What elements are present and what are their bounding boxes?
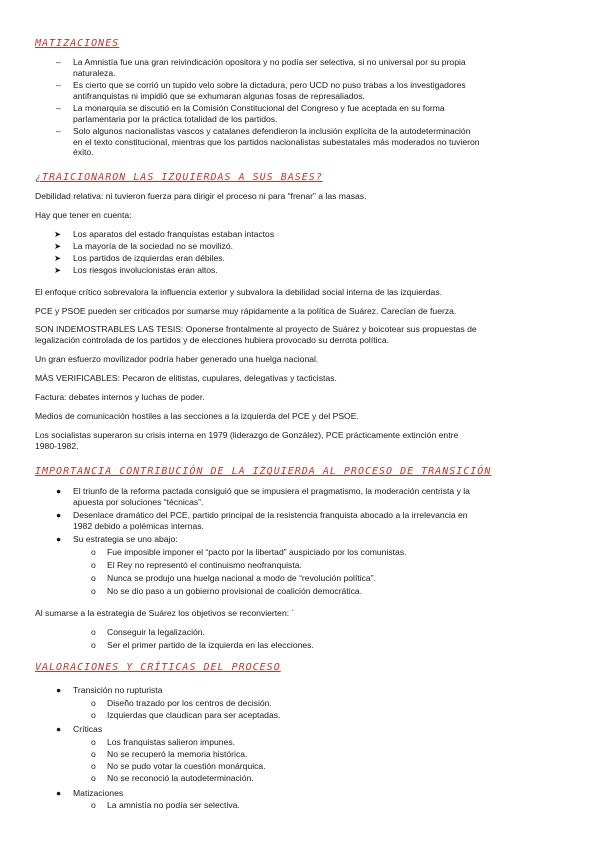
paragraph: PCE y PSOE pueden ser criticados por sumarse muy rápidamente a la política de Suárez. Carecían de fuerza.	[35, 306, 457, 316]
list-item: Su estrategia se uno abajo:	[73, 534, 178, 544]
paragraph: SON INDEMOSTRABLES LAS TESIS: Oponerse frontalmente al proyecto de Suárez y boicotear sus propuestas de legalización controlada de los partidos y de elecciones hubiera provocado su derrota política.	[35, 324, 477, 345]
list-item: Transición no rupturista	[73, 685, 163, 695]
sub-list-item: No se pudo votar la cuestión monárquica.	[107, 761, 266, 771]
paragraph: Factura: debates internos y luchas de poder.	[35, 392, 205, 402]
arrow-bullet-icon: ➤	[54, 229, 62, 239]
list-item: Es cierto que se corrió un tupido velo sobre la dictadura, pero UCD no puso trabas a los investigadores antifranquistas ni impidió que se exhumaran algunas fosas de represaliados.	[73, 80, 466, 101]
heading-valoraciones: VALORACIONES Y CRÍTICAS DEL PROCESO	[35, 662, 281, 673]
circle-bullet-icon: o	[91, 773, 96, 783]
list-item: Críticas	[73, 724, 103, 734]
circle-bullet-icon: o	[91, 698, 96, 708]
dot-bullet-icon: ●	[56, 724, 62, 734]
circle-bullet-icon: o	[91, 800, 96, 810]
sub-list-item: Fue imposible imponer el “pacto por la libertad” auspiciado por los comunistas.	[107, 547, 407, 557]
circle-bullet-icon: o	[91, 586, 96, 596]
sub-list-item: Diseño trazado por los centros de decisión.	[107, 698, 272, 708]
circle-bullet-icon: o	[91, 749, 96, 759]
paragraph: MÁS VERIFICABLES: Pecaron de elitistas, cupulares, delegativas y tacticistas.	[35, 373, 337, 383]
sub-list-item: No se recuperó la memoria histórica.	[107, 749, 248, 759]
list-item: Desenlace dramático del PCE, partido principal de la resistencia franquista abocado a la irrelevancia en 1982 debido a polémicas internas.	[73, 510, 468, 531]
dot-bullet-icon: ●	[56, 534, 62, 544]
sub-list-item: El Rey no representó el continuismo neofranquista.	[107, 560, 302, 570]
sub-list-item: No se dio paso a un gobierno provisional de coalición democrática.	[107, 586, 363, 596]
dot-bullet-icon: ●	[56, 486, 62, 496]
list-item: Matizaciones	[73, 788, 124, 798]
paragraph: Debilidad relativa: ni tuvieron fuerza para dirigir el proceso ni para “frenar” a las masas.	[35, 191, 367, 201]
sub-list-item: Conseguir la legalización.	[107, 627, 205, 637]
paragraph: Un gran esfuerzo movilizador podría haber generado una huelga nacional.	[35, 354, 319, 364]
paragraph: El enfoque crítico sobrevalora la influencia exterior y subvalora la debilidad social interna de las izquierdas.	[35, 287, 442, 297]
list-item: El triunfo de la reforma pactada consiguió que se impusiera el pragmatismo, la moderación centrista y la apuesta por soluciones “técnicas”.	[73, 486, 470, 507]
heading-matizaciones: MATIZACIONES	[35, 38, 120, 49]
heading-traicionaron: ¿TRAICIONARON LAS IZQUIERDAS A SUS BASES?	[35, 172, 323, 183]
arrow-bullet-icon: ➤	[54, 241, 62, 251]
sub-list-item: La amnistía no podía ser selectiva.	[107, 800, 240, 810]
circle-bullet-icon: o	[91, 737, 96, 747]
list-item: La mayoría de la sociedad no se movilizó.	[73, 241, 234, 251]
circle-bullet-icon: o	[91, 761, 96, 771]
dot-bullet-icon: ●	[56, 510, 62, 520]
circle-bullet-icon: o	[91, 710, 96, 720]
sub-list-item: Nunca se produjo una huelga nacional a modo de “revolución política”.	[107, 573, 376, 583]
list-item: Los riesgos involucionistas eran altos.	[73, 265, 218, 275]
circle-bullet-icon: o	[91, 640, 96, 650]
circle-bullet-icon: o	[91, 547, 96, 557]
list-item: Los aparatos del estado franquistas estaban intactos	[73, 229, 275, 239]
circle-bullet-icon: o	[91, 573, 96, 583]
dot-bullet-icon: ●	[56, 788, 62, 798]
sub-list-item: Izquierdas que claudican para ser aceptadas.	[107, 710, 281, 720]
circle-bullet-icon: o	[91, 627, 96, 637]
dash-bullet: –	[56, 126, 61, 136]
heading-importancia: IMPORTANCIA CONTRIBUCIÓN DE LA IZQUIERDA AL PROCESO DE TRANSICIÓN	[35, 466, 492, 477]
list-item: Solo algunos nacionalistas vascos y catalanes defendieron la inclusión explícita de la autodeterminación en el texto constitucional, mientras que los partidos nacionalistas subestatales más moderados no tuvieron éxito.	[73, 126, 480, 157]
circle-bullet-icon: o	[91, 560, 96, 570]
dot-bullet-icon: ●	[56, 685, 62, 695]
dash-bullet: –	[56, 57, 61, 67]
sub-list-item: No se reconoció la autodeterminación.	[107, 773, 254, 783]
paragraph: Hay que tener en cuenta:	[35, 210, 132, 220]
list-item: Los partidos de izquierdas eran débiles.	[73, 253, 225, 263]
arrow-bullet-icon: ➤	[54, 265, 62, 275]
sub-list-item: Los franquistas salieron impunes.	[107, 737, 236, 747]
paragraph: Los socialistas superaron su crisis interna en 1979 (liderazgo de González), PCE prácticamente extinción entre 1980-1982.	[35, 430, 459, 451]
dash-bullet: –	[56, 103, 61, 113]
arrow-bullet-icon: ➤	[54, 253, 62, 263]
list-item: La monarquía se discutió en la Comisión Constitucional del Congreso y fue aceptada en su forma parlamentaria por la práctica totalidad de los partidos.	[73, 103, 445, 124]
paragraph: Al sumarse a la estrategia de Suárez los objetivos se reconvierten: ´	[35, 608, 295, 618]
dash-bullet: –	[56, 80, 61, 90]
list-item: La Amnistía fue una gran reivindicación opositora y no podía ser selectiva, si no universal por su propia naturaleza.	[73, 57, 466, 78]
paragraph: Medios de comunicación hostiles a las secciones a la izquierda del PCE y del PSOE.	[35, 411, 359, 421]
sub-list-item: Ser el primer partido de la izquierda en las elecciones.	[107, 640, 314, 650]
